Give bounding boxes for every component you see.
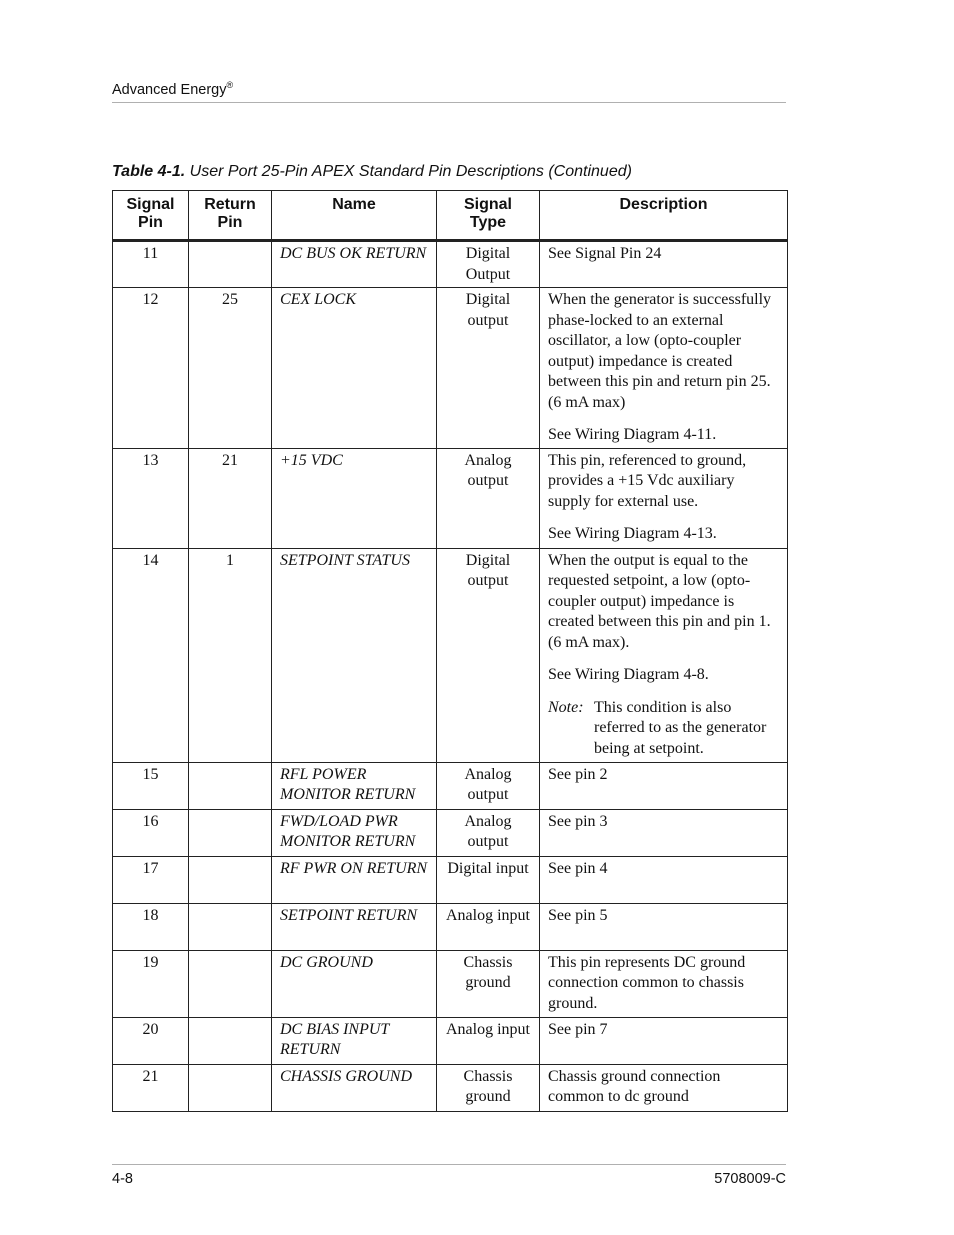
signal-pin-cell: 15	[113, 762, 189, 809]
description-cell	[540, 809, 788, 856]
table-row	[113, 809, 788, 856]
signal-pin-cell: 16	[113, 809, 189, 856]
description-paragraph: See pin 3	[548, 812, 608, 830]
signal-type-cell: Digital input	[437, 856, 540, 903]
signal-pin-cell: 17	[113, 856, 189, 903]
description-cell	[540, 548, 788, 762]
description-paragraph: See Wiring Diagram 4-8.	[548, 666, 709, 683]
table-row	[113, 950, 788, 1017]
column-header-signal-type: Signal Type	[437, 191, 540, 241]
page-number: 4-8	[112, 1171, 133, 1187]
table-row	[113, 762, 788, 809]
signal-pin-cell: 20	[113, 1017, 189, 1064]
return-pin-cell	[189, 903, 272, 950]
running-header	[112, 80, 786, 103]
name-cell: RFL POWER MONITOR RETURN	[272, 762, 437, 809]
description-paragraph: See Wiring Diagram 4-13.	[548, 525, 717, 542]
name-cell: FWD/LOAD PWR MONITOR RETURN	[272, 809, 437, 856]
description-paragraph: See Signal Pin 24	[548, 245, 662, 262]
registered-mark: ®	[226, 80, 234, 90]
description-cell	[540, 288, 788, 449]
signal-pin-cell: 18	[113, 903, 189, 950]
signal-pin-cell: 11	[113, 241, 189, 288]
description-paragraph: This pin represents DC ground connection common to chassis ground.	[548, 953, 746, 1012]
name-cell: DC GROUND	[272, 950, 437, 1017]
table-caption	[112, 163, 812, 181]
signal-pin-cell: 14	[113, 548, 189, 762]
table-caption-text: User Port 25-Pin APEX Standard Pin Descriptions (Continued)	[185, 163, 632, 180]
signal-pin-cell: 12	[113, 288, 189, 449]
description-paragraph: When the output is equal to the requested setpoint, a low (opto-coupler output) impedance is created between this pin and pin 1. (6 mA max).	[548, 551, 771, 651]
signal-type-cell: Analog output	[437, 448, 540, 548]
return-pin-cell: 25	[189, 288, 272, 449]
table-header-row	[113, 191, 788, 241]
table-row	[113, 1017, 788, 1064]
column-header-return-pin: Return Pin	[189, 191, 272, 241]
description-cell	[540, 856, 788, 903]
name-cell: CEX LOCK	[272, 288, 437, 449]
signal-type-cell: Chassis ground	[437, 950, 540, 1017]
name-cell: DC BIAS INPUT RETURN	[272, 1017, 437, 1064]
description-paragraph: See pin 2	[548, 765, 608, 783]
table-row	[113, 241, 788, 288]
description-paragraph: This pin, referenced to ground, provides a +15 Vdc auxiliary supply for external use.	[548, 451, 747, 510]
return-pin-cell	[189, 1064, 272, 1111]
name-cell: CHASSIS GROUND	[272, 1064, 437, 1111]
pin-description-table	[112, 190, 788, 1112]
name-cell: DC BUS OK RETURN	[272, 241, 437, 288]
description-cell	[540, 1064, 788, 1111]
table-row	[113, 856, 788, 903]
name-cell: SETPOINT STATUS	[272, 548, 437, 762]
document-number: 5708009-C	[714, 1171, 786, 1187]
description-paragraph: See pin 5	[548, 906, 608, 924]
description-paragraph: See pin 4	[548, 859, 608, 877]
signal-type-cell: Analog input	[437, 903, 540, 950]
description-cell	[540, 950, 788, 1017]
return-pin-cell	[189, 1017, 272, 1064]
table-row	[113, 288, 788, 449]
column-header-description: Description	[540, 191, 788, 241]
table-row	[113, 548, 788, 762]
description-note	[548, 698, 779, 760]
description-cell	[540, 241, 788, 288]
signal-type-cell: Analog input	[437, 1017, 540, 1064]
signal-type-cell: Chassis ground	[437, 1064, 540, 1111]
return-pin-cell	[189, 762, 272, 809]
note-label: Note:	[548, 698, 584, 716]
signal-type-cell: Digital output	[437, 548, 540, 762]
column-header-name: Name	[272, 191, 437, 241]
description-paragraph: See pin 7	[548, 1020, 608, 1038]
column-header-signal-pin: Signal Pin	[113, 191, 189, 241]
description-paragraph: Chassis ground connection common to dc ground	[548, 1067, 721, 1105]
table-row	[113, 903, 788, 950]
description-paragraph: See Wiring Diagram 4-11.	[548, 426, 717, 443]
signal-type-cell: Analog output	[437, 809, 540, 856]
name-cell: SETPOINT RETURN	[272, 903, 437, 950]
name-cell: RF PWR ON RETURN	[272, 856, 437, 903]
return-pin-cell	[189, 241, 272, 288]
description-cell	[540, 1017, 788, 1064]
table-row	[113, 1064, 788, 1111]
signal-type-cell: Digital output	[437, 288, 540, 449]
description-cell	[540, 448, 788, 548]
page-footer	[112, 1164, 786, 1187]
note-text: This condition is also referred to as the generator being at setpoint.	[594, 698, 767, 757]
signal-pin-cell: 13	[113, 448, 189, 548]
return-pin-cell: 1	[189, 548, 272, 762]
brand-name: Advanced Energy	[112, 81, 227, 98]
signal-type-cell: Digital Output	[437, 241, 540, 288]
return-pin-cell	[189, 809, 272, 856]
signal-type-cell: Analog output	[437, 762, 540, 809]
table-caption-label: Table 4-1.	[112, 163, 186, 180]
signal-pin-cell: 19	[113, 950, 189, 1017]
signal-pin-cell: 21	[113, 1064, 189, 1111]
description-paragraph: When the generator is successfully phase-locked to an external oscillator, a low (opto-coupler output) impedance is created between this pin and return pin 25. (6 mA max)	[548, 291, 772, 411]
name-cell: +15 VDC	[272, 448, 437, 548]
return-pin-cell	[189, 856, 272, 903]
table-row	[113, 448, 788, 548]
return-pin-cell: 21	[189, 448, 272, 548]
return-pin-cell	[189, 950, 272, 1017]
description-cell	[540, 762, 788, 809]
description-cell	[540, 903, 788, 950]
